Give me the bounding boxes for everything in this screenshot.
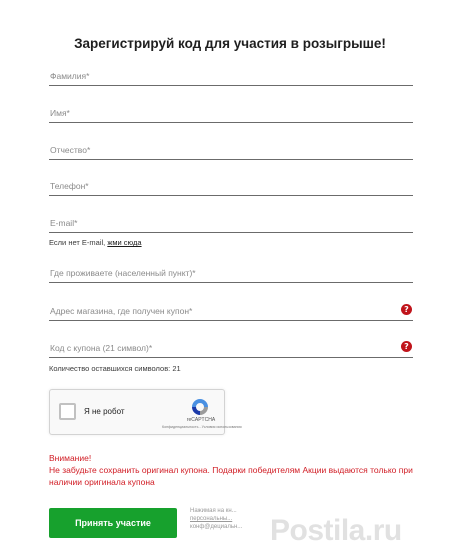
recaptcha-checkbox[interactable] xyxy=(59,403,76,420)
store-address-placeholder: Адрес магазина, где получен купон* xyxy=(50,306,193,316)
email-hint-text: Если нет E-mail, xyxy=(49,238,106,247)
patronymic-placeholder: Отчество* xyxy=(50,145,91,155)
coupon-code-field[interactable] xyxy=(49,340,413,358)
help-icon[interactable]: ? xyxy=(401,304,412,315)
recaptcha-brand: reCAPTCHA xyxy=(186,417,216,423)
warning-title: Внимание! xyxy=(49,453,92,463)
email-hint-link[interactable]: жми сюда xyxy=(107,238,142,247)
recaptcha-terms[interactable]: Конфиденциальность - Условия использования xyxy=(162,425,242,429)
coupon-warning xyxy=(49,452,419,488)
last-name-field[interactable] xyxy=(49,68,413,86)
watermark: Postila.ru xyxy=(270,514,402,547)
email-hint xyxy=(49,238,142,247)
help-icon[interactable]: ? xyxy=(401,341,412,352)
page-title: Зарегистрируй код для участия в розыгрыше! xyxy=(74,36,386,51)
last-name-placeholder: Фамилия* xyxy=(50,71,90,81)
email-placeholder: E-mail* xyxy=(50,218,78,228)
consent-line: Нажимая на кн... xyxy=(190,508,237,514)
email-field[interactable] xyxy=(49,215,413,233)
store-address-field[interactable] xyxy=(49,303,413,321)
consent-line: конф@дециальн... xyxy=(190,524,243,530)
first-name-field[interactable] xyxy=(49,105,413,123)
recaptcha-label: Я не робот xyxy=(84,407,125,416)
patronymic-field[interactable] xyxy=(49,142,413,160)
phone-field[interactable] xyxy=(49,178,413,196)
submit-button[interactable]: Принять участие xyxy=(49,508,177,538)
recaptcha-logo-icon xyxy=(190,397,210,417)
warning-text: Не забудьте сохранить оригинал купона. Подарки победителям Акции выдаются только при наличии оригинала купона xyxy=(49,465,413,487)
chars-left-counter: Количество оставшихся символов: 21 xyxy=(49,364,181,373)
consent-link-text[interactable]: персональны... xyxy=(190,516,233,522)
first-name-placeholder: Имя* xyxy=(50,108,70,118)
city-placeholder: Где проживаете (населенный пункт)* xyxy=(50,268,196,278)
phone-placeholder: Телефон* xyxy=(50,181,89,191)
city-field[interactable] xyxy=(49,265,413,283)
coupon-code-placeholder: Код с купона (21 символ)* xyxy=(50,343,153,353)
recaptcha-widget xyxy=(49,389,242,435)
